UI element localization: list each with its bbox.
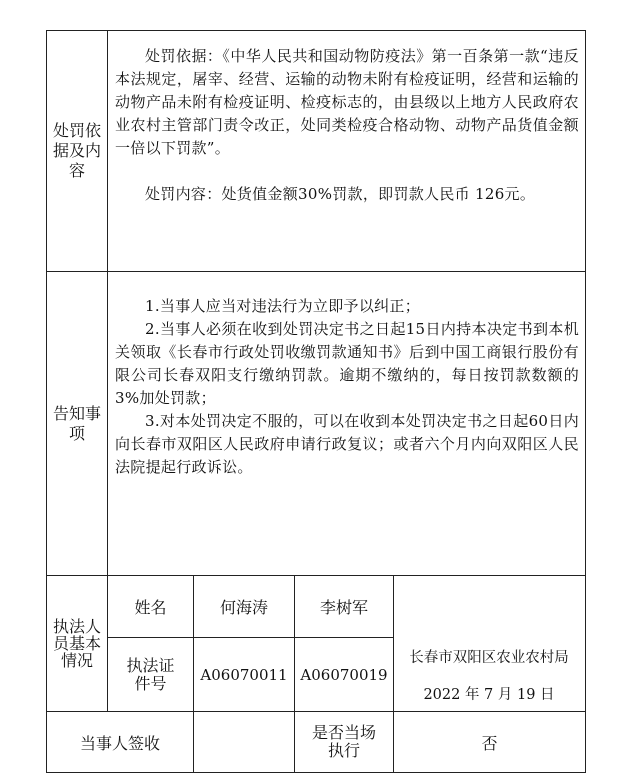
penalty-content-text: 处罚内容：处货值金额30%罚款，即罚款人民币 126元。 bbox=[145, 185, 536, 203]
table-right-border bbox=[585, 30, 586, 773]
officer-2-name: 李树军 bbox=[319, 598, 368, 617]
table-top-border bbox=[46, 30, 586, 31]
notice-item-1: 1.当事人应当对违法行为立即予以纠正； bbox=[145, 297, 421, 315]
notice-item-3: 3.对本处罚决定不服的，可以在收到本处罚决定书之日起60日内向长春市双阳区人民政府申请行政复议；或者六个月内向双阳区人民法院提起行政诉讼。 bbox=[115, 412, 579, 476]
penalty-basis-text: 处罚依据：《中华人民共和国动物防疫法》第一百条第一款“违反本法规定，屠宰、经营、运输的动物未附有检疫证明，经营和运输的动物产品未附有检疫证明、检疫标志的，由县级以上地方人民政府农业农村主管部门责令改正，处同类检疫合格动物、动物产品货值金额一倍以下罚款”。 bbox=[115, 47, 579, 157]
notice-items bbox=[115, 295, 579, 479]
table-bottom-border bbox=[46, 772, 586, 773]
issuing-authority: 长春市双阳区农业农村局 bbox=[409, 650, 569, 666]
spot-execution-label: 是否当场执行 bbox=[311, 723, 376, 760]
officer-2-cert: A06070019 bbox=[300, 665, 388, 684]
signature-label: 当事人签收 bbox=[79, 733, 160, 753]
spot-execution-value: 否 bbox=[481, 733, 498, 753]
row-divider-penalty bbox=[46, 271, 586, 272]
officers-label: 执法人员基本情况 bbox=[52, 617, 101, 670]
notice-item-2: 2.当事人必须在收到处罚决定书之日起15日内持本决定书到本机关领取《长春市行政处罚收缴罚款通知书》后到中国工商银行股份有限公司长春双阳支行缴纳罚款。逾期不缴纳的，每日按罚款数额的3%加处罚款； bbox=[115, 320, 579, 407]
penalty-label: 处罚依据及内容 bbox=[52, 121, 101, 180]
issue-date: 2022 年 7 月 19 日 bbox=[423, 687, 555, 703]
officer-1-name: 何海涛 bbox=[219, 598, 268, 617]
name-label: 姓名 bbox=[134, 598, 167, 617]
cert-label: 执法证件号 bbox=[126, 655, 175, 693]
notice-label: 告知事项 bbox=[52, 403, 101, 443]
signature-value bbox=[194, 712, 294, 772]
officer-1-cert: A06070011 bbox=[200, 665, 288, 684]
